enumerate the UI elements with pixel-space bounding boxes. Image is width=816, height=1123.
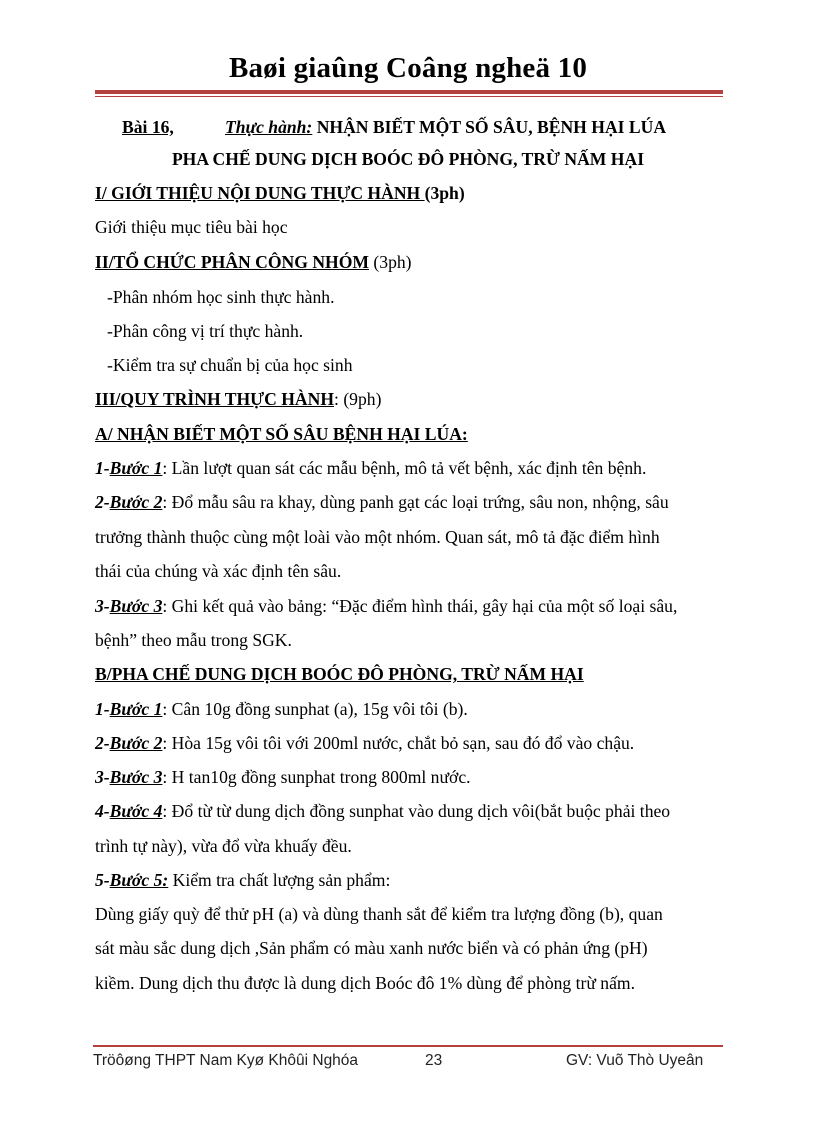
section1-heading: I/ GIỚI THIỆU NỘI DUNG THỰC HÀNH xyxy=(95,183,425,203)
lesson-title-2: PHA CHẾ DUNG DỊCH BOÓC ĐÔ PHÒNG, TRỪ NẤM HẠI xyxy=(171,149,645,169)
footer-divider xyxy=(93,1045,723,1047)
partB-paragraph-line: kiềm. Dung dịch thu được là dung dịch Boóc đô 1% dùng để phòng trừ nấm. xyxy=(95,973,635,993)
section2-time: (3ph) xyxy=(369,252,412,272)
section2-heading: II/TỔ CHỨC PHÂN CÔNG NHÓM xyxy=(95,252,370,272)
partA-step-2: 2-Bước 2: Đổ mẫu sâu ra khay, dùng panh gạt các loại trứng, sâu non, nhộng, sâu xyxy=(95,492,669,512)
partB-step-1: 1-Bước 1: Cân 10g đồng sunphat (a), 15g vôi tôi (b). xyxy=(95,699,468,719)
partA-heading: A/ NHẬN BIẾT MỘT SỐ SÂU BỆNH HẠI LÚA: xyxy=(95,424,468,444)
partB-paragraph-line: sát màu sắc dung dịch ,Sản phẩm có màu xanh nước biển và có phản ứng (pH) xyxy=(95,938,648,958)
list-item: -Kiểm tra sự chuẩn bị của học sinh xyxy=(107,355,353,375)
lesson-title-row xyxy=(122,117,666,138)
section3-heading-row xyxy=(95,389,381,410)
page-header-title: Baøi giaûng Coâng ngheä 10 xyxy=(228,52,588,84)
section1-heading-row xyxy=(95,183,465,204)
section1-time: (3ph) xyxy=(424,183,465,203)
footer-school: Tröôøng THPT Nam Kyø Khôûi Nghóa xyxy=(93,1052,359,1069)
partA-step-3-cont: bệnh” theo mẫu trong SGK. xyxy=(95,630,292,650)
partB-heading: B/PHA CHẾ DUNG DỊCH BOÓC ĐÔ PHÒNG, TRỪ NẤM HẠI xyxy=(95,664,584,684)
list-item: -Phân công vị trí thực hành. xyxy=(107,321,304,341)
partA-step-2-cont: thái của chúng và xác định tên sâu. xyxy=(95,561,342,581)
section3-time: : (9ph) xyxy=(334,389,382,409)
partB-step-2: 2-Bước 2: Hòa 15g vôi tôi với 200ml nước, chắt bỏ sạn, sau đó đổ vào chậu. xyxy=(95,733,635,753)
partB-step-3: 3-Bước 3: H tan10g đồng sunphat trong 800ml nước. xyxy=(95,767,471,787)
lesson-title-1: NHẬN BIẾT MỘT SỐ SÂU, BỆNH HẠI LÚA xyxy=(312,117,667,137)
partB-step-5: 5-Bước 5: Kiểm tra chất lượng sản phẩm: xyxy=(95,870,391,890)
list-item: -Phân nhóm học sinh thực hành. xyxy=(107,287,335,307)
partB-step-4-cont: trình tự này), vừa đổ vừa khuấy đều. xyxy=(95,836,352,856)
section3-heading: III/QUY TRÌNH THỰC HÀNH xyxy=(95,389,335,409)
partB-paragraph-line: Dùng giấy quỳ để thử pH (a) và dùng thanh sắt để kiểm tra lượng đồng (b), quan xyxy=(95,904,663,924)
header-divider-thick xyxy=(95,90,723,94)
header-divider-thin xyxy=(95,96,723,97)
footer-teacher: GV: Vuõ Thò Uyeân xyxy=(566,1052,704,1069)
partB-step-4: 4-Bước 4: Đổ từ từ dung dịch đồng sunphat vào dung dịch vôi(bắt buộc phải theo xyxy=(95,801,671,821)
section2-heading-row xyxy=(95,252,412,273)
partA-step-1: 1-Bước 1: Lần lượt quan sát các mẫu bệnh, mô tả vết bệnh, xác định tên bệnh. xyxy=(95,458,647,478)
partA-step-2-cont: trưởng thành thuộc cùng một loài vào một nhóm. Quan sát, mô tả đặc điểm hình xyxy=(95,527,660,547)
section1-text: Giới thiệu mục tiêu bài học xyxy=(95,217,288,237)
partA-step-3: 3-Bước 3: Ghi kết quả vào bảng: “Đặc điểm hình thái, gây hại của một số loại sâu, xyxy=(95,596,678,616)
lesson-number: Bài 16, xyxy=(122,117,174,137)
lesson-type: Thực hành: xyxy=(225,117,313,137)
footer-page-number: 23 xyxy=(425,1052,443,1069)
